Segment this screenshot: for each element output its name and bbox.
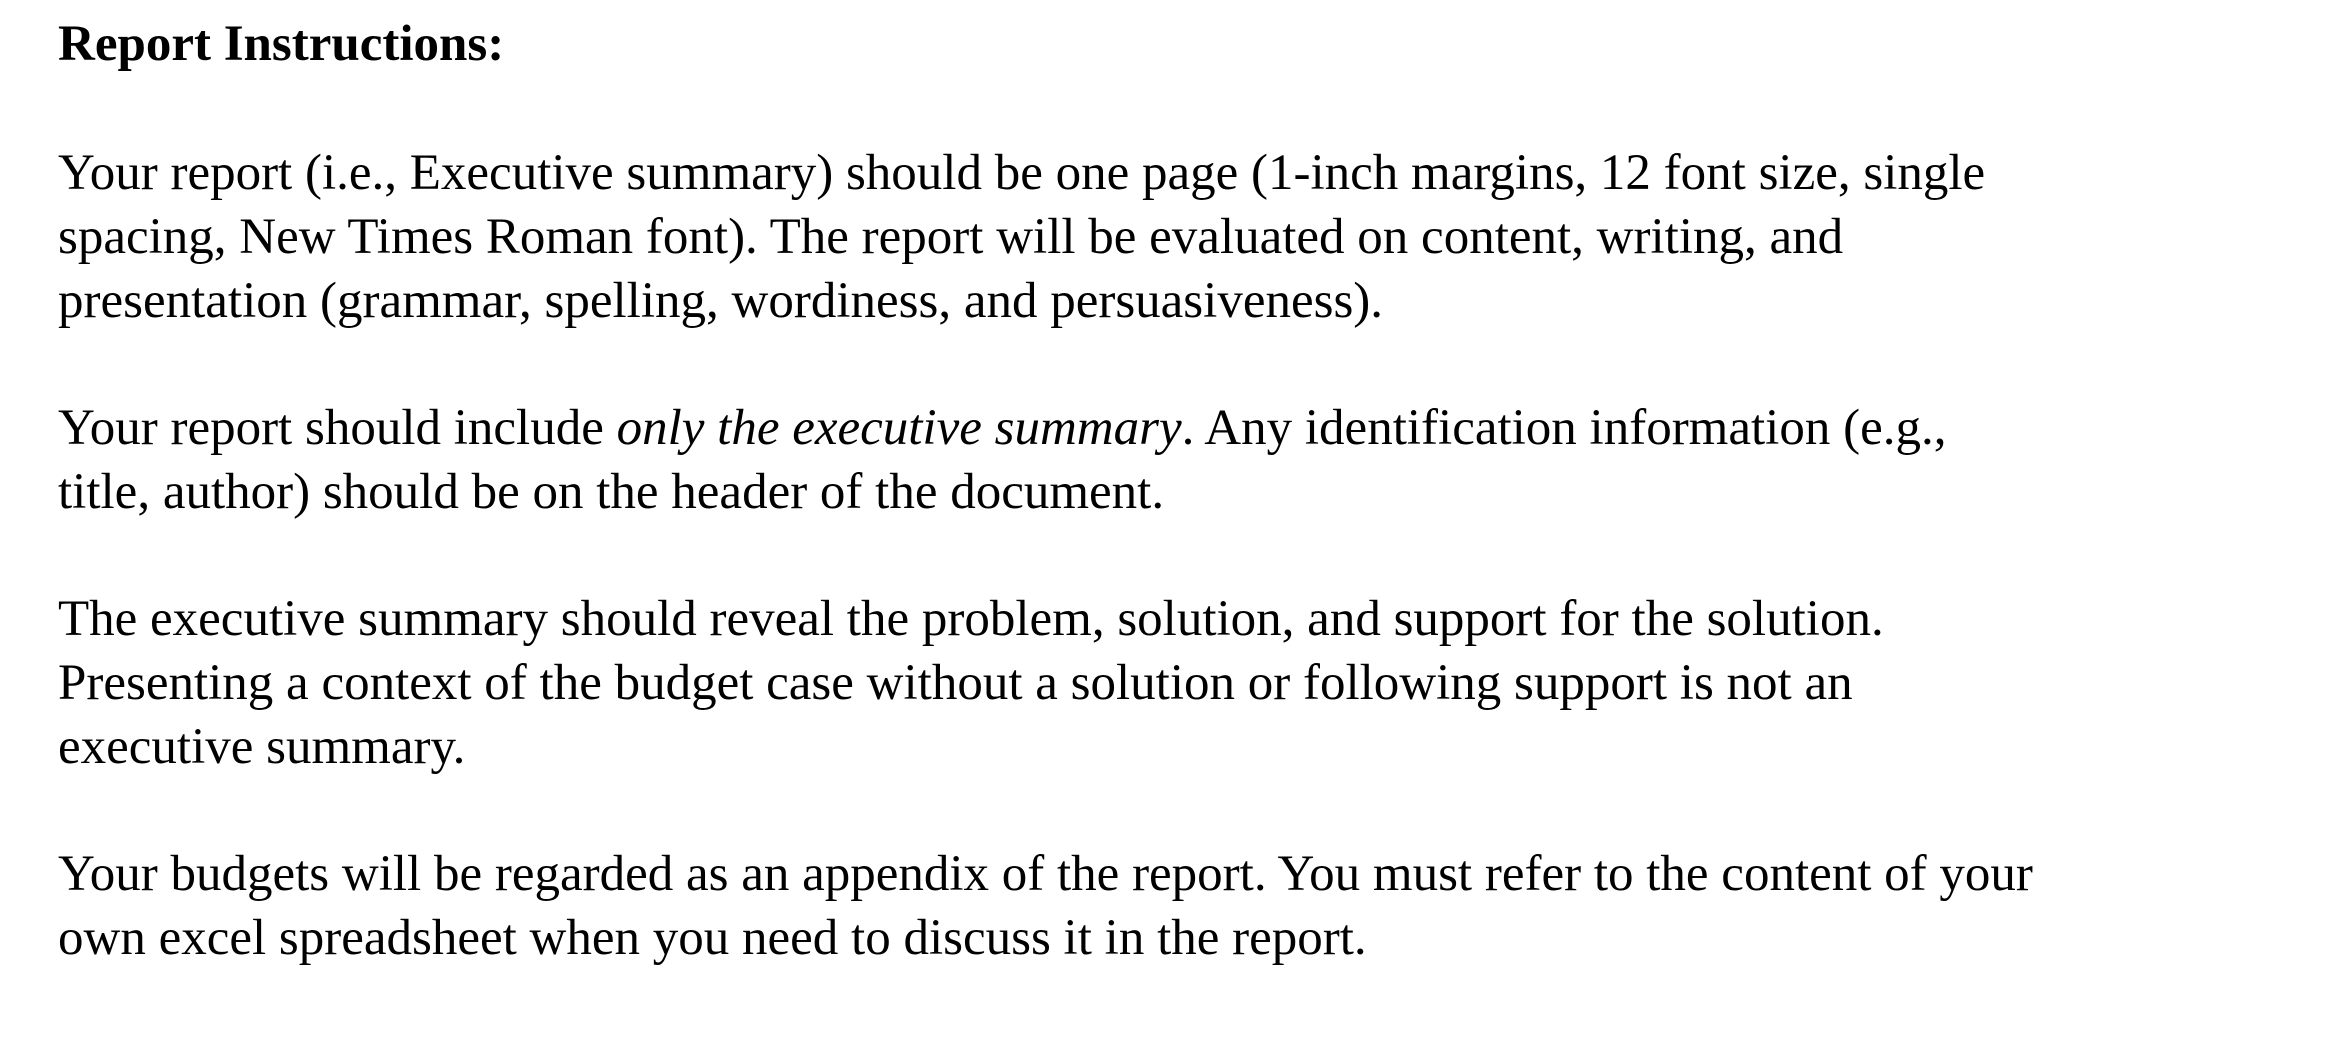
paragraph-content-scope bbox=[58, 396, 2308, 524]
paragraph-line: executive summary. bbox=[58, 719, 466, 775]
paragraph-line: spacing, New Times Roman font). The report will be evaluated on content, writing, and bbox=[58, 209, 1844, 265]
paragraph-format-requirements bbox=[58, 141, 2308, 333]
paragraph-line: The executive summary should reveal the problem, solution, and support for the solution. bbox=[58, 591, 1884, 647]
paragraph-line bbox=[58, 396, 2308, 460]
text-run: . Any identification information (e.g., bbox=[1181, 400, 1947, 456]
paragraph-budget-appendix bbox=[58, 842, 2308, 970]
emphasized-text: only the executive summary bbox=[616, 400, 1182, 456]
paragraph-line: Your report (i.e., Executive summary) should be one page (1-inch margins, 12 font size, single bbox=[58, 145, 1986, 201]
paragraph-summary-content bbox=[58, 587, 2308, 779]
paragraph-line: title, author) should be on the header of the document. bbox=[58, 464, 1165, 520]
paragraph-line: presentation (grammar, spelling, wordiness, and persuasiveness). bbox=[58, 273, 1384, 329]
paragraph-line: own excel spreadsheet when you need to discuss it in the report. bbox=[58, 910, 1367, 966]
paragraph-line: Presenting a context of the budget case without a solution or following support is not an bbox=[58, 655, 1853, 711]
report-instructions-heading: Report Instructions: bbox=[58, 16, 505, 72]
text-run: Your report should include bbox=[58, 400, 617, 456]
paragraph-line: Your budgets will be regarded as an appendix of the report. You must refer to the content of your bbox=[58, 846, 2033, 902]
